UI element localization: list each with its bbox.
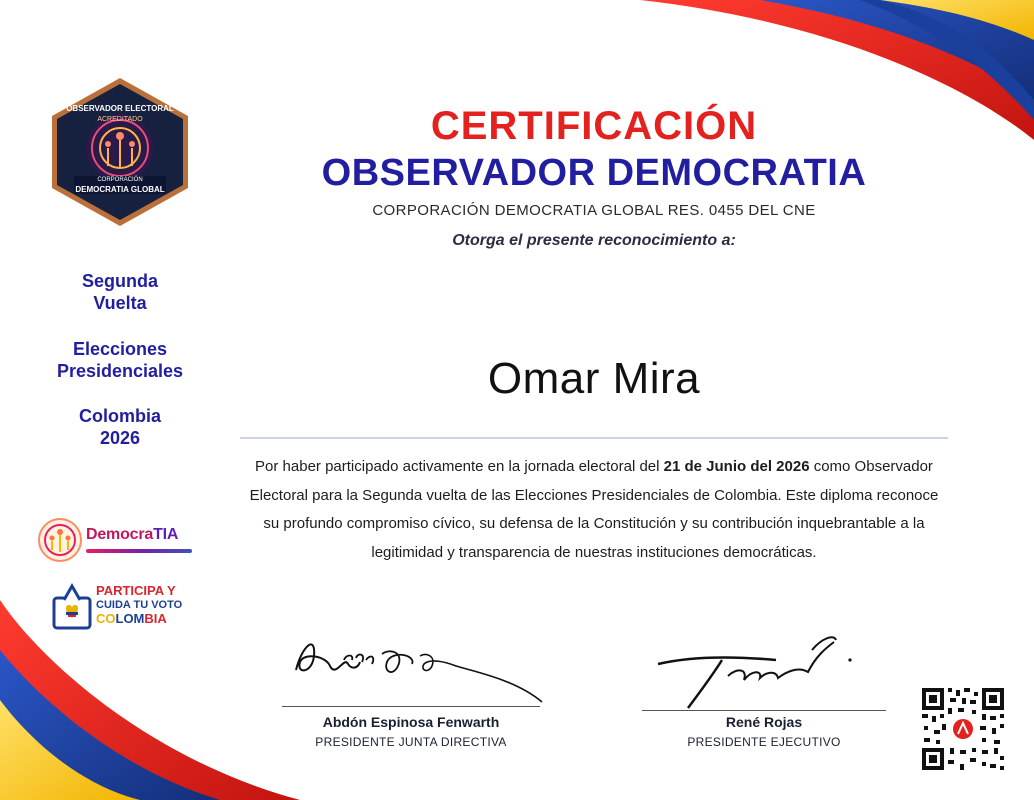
election-label bbox=[20, 338, 220, 382]
organization-line: CORPORACIÓN DEMOCRATIA GLOBAL RES. 0455 DEL CNE bbox=[372, 202, 816, 219]
certificate-subtitle: OBSERVADOR DEMOCRATIA bbox=[321, 152, 867, 194]
presented-to-line: Otorga el presente reconocimiento a: bbox=[452, 232, 736, 249]
democratia-underline bbox=[86, 549, 192, 553]
signatory-1-role: PRESIDENTE JUNTA DIRECTIVA bbox=[315, 735, 507, 749]
democratia-wordmark: DemocraTIA bbox=[86, 526, 179, 543]
election-line2: Presidenciales bbox=[56, 361, 184, 381]
observer-badge-icon bbox=[44, 76, 196, 228]
name-divider bbox=[240, 437, 948, 439]
recipient-name: Omar Mira bbox=[487, 354, 701, 403]
signatory-1-name: Abdón Espinosa Fenwarth bbox=[322, 714, 500, 730]
participa-line1: PARTICIPA Y bbox=[96, 583, 176, 598]
certificate-title: CERTIFICACIÓN bbox=[430, 104, 758, 148]
country-label bbox=[20, 405, 220, 449]
signature-2-image bbox=[652, 626, 862, 712]
signatory-2-role: PRESIDENTE EJECUTIVO bbox=[687, 735, 841, 749]
badge-top-text: OBSERVADOR ELECTORAL bbox=[66, 104, 174, 113]
signature-2-line bbox=[642, 710, 886, 711]
round-label bbox=[20, 270, 220, 314]
body-text-end: como Observador Electoral para la Segunda vuelta de las Elecciones Presidenciales de Colombia. Este diploma reconoce su profundo compromiso cívico, su defensa de la Constitución y su contribución inquebrantable a la legitimidad y transparencia de nuestras instituciones democráticas. bbox=[249, 458, 939, 561]
country-line1: Colombia bbox=[78, 406, 161, 426]
ballot-box-icon bbox=[52, 582, 92, 630]
body-date: 21 de Junio del 2026 bbox=[663, 458, 810, 475]
badge-org-small: CORPORACIÓN bbox=[97, 177, 143, 183]
democratia-logo bbox=[38, 518, 198, 564]
body-text-start: Por haber participado activamente en la jornada electoral del bbox=[255, 458, 664, 475]
participa-wordmark bbox=[96, 584, 182, 626]
badge-sub-text: ACREDITADO bbox=[97, 116, 143, 123]
qr-code-icon bbox=[920, 686, 1006, 772]
round-line2: Vuelta bbox=[93, 293, 147, 313]
participa-line2: CUIDA TU VOTO bbox=[96, 599, 183, 611]
signature-1-line bbox=[282, 706, 540, 707]
country-line2: 2026 bbox=[99, 428, 141, 448]
signature-1-image bbox=[286, 626, 556, 710]
participa-logo bbox=[52, 580, 202, 634]
election-line1: Elecciones bbox=[72, 339, 168, 359]
certificate-body bbox=[240, 453, 948, 567]
badge-org-name: DEMOCRATIA GLOBAL bbox=[75, 185, 165, 194]
democratia-logo-icon bbox=[38, 518, 82, 562]
round-line1: Segunda bbox=[81, 271, 158, 291]
signatory-2-name: René Rojas bbox=[725, 714, 803, 730]
participa-line3: COLOMBIA bbox=[96, 611, 167, 626]
